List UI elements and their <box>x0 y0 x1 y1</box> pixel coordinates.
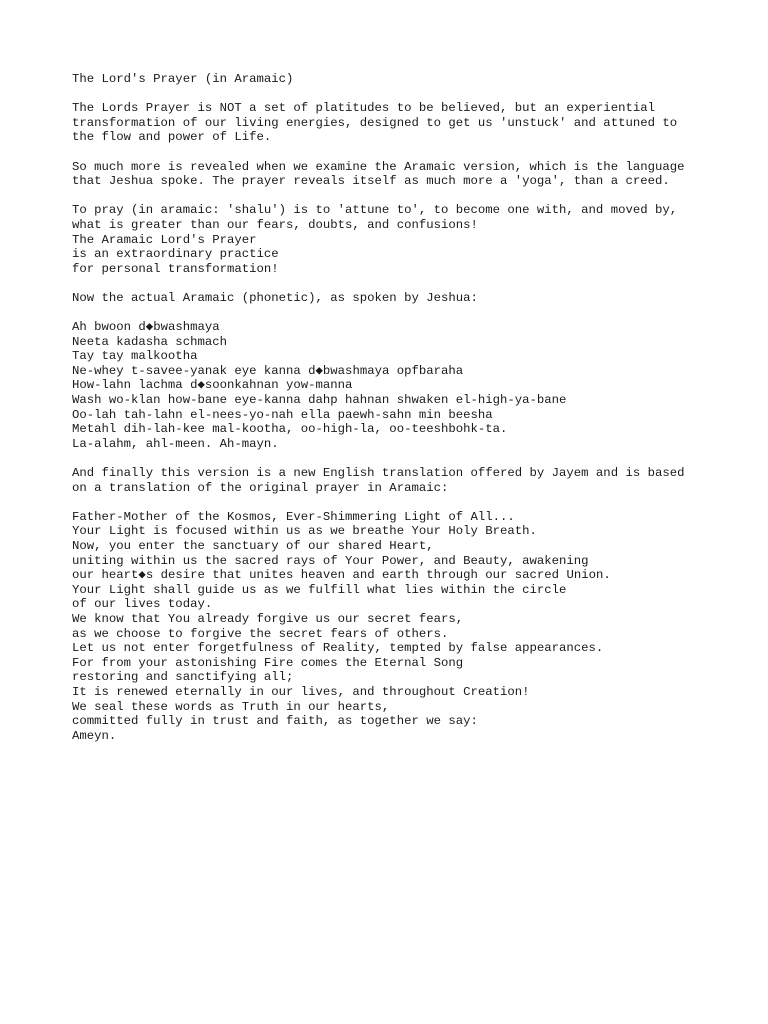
translation-intro <box>72 466 752 495</box>
text-line: So much more is revealed when we examine the Aramaic version, which is the language <box>72 159 685 174</box>
translation-line: Ameyn. <box>72 728 117 743</box>
translation-line: restoring and sanctifying all; <box>72 670 294 685</box>
text-line: The Aramaic Lord's Prayer <box>72 232 257 247</box>
translation-line: uniting within us the sacred rays of Your Power, and Beauty, awakening <box>72 553 589 568</box>
english-translation <box>72 510 752 744</box>
translation-line: committed fully in trust and faith, as together we say: <box>72 714 478 729</box>
text-line: is an extraordinary practice <box>72 247 279 262</box>
aramaic-line: How-lahn lachma d◆soonkahnan yow-manna <box>72 378 353 393</box>
document-title <box>72 72 752 87</box>
translation-line: We seal these words as Truth in our hearts, <box>72 699 390 714</box>
translation-line: Father-Mother of the Kosmos, Ever-Shimmering Light of All... <box>72 509 515 524</box>
aramaic-line: Ne-whey t-savee-yanak eye kanna d◆bwashmaya opfbaraha <box>72 363 464 378</box>
revealed-paragraph <box>72 160 752 189</box>
document-page <box>72 72 752 758</box>
translation-line: of our lives today. <box>72 597 213 612</box>
aramaic-line: Neeta kadasha schmach <box>72 334 227 349</box>
text-line: And finally this version is a new English translation offered by Jayem and is based <box>72 466 685 481</box>
aramaic-prayer <box>72 320 752 451</box>
translation-line: as we choose to forgive the secret fears of others. <box>72 626 449 641</box>
aramaic-line: Metahl dih-lah-kee mal-kootha, oo-high-la, oo-teeshbohk-ta. <box>72 422 508 437</box>
aramaic-line: Wash wo-klan how-bane eye-kanna dahp hahnan shwaken el-high-ya-bane <box>72 393 567 408</box>
title-line: The Lord's Prayer (in Aramaic) <box>72 72 294 86</box>
translation-line: our heart◆s desire that unites heaven and earth through our sacred Union. <box>72 568 611 583</box>
text-line: the flow and power of Life. <box>72 130 272 145</box>
aramaic-heading <box>72 291 752 306</box>
text-line: The Lords Prayer is NOT a set of platitudes to be believed, but an experiential <box>72 101 655 116</box>
text-line: To pray (in aramaic: 'shalu') is to 'attune to', to become one with, and moved by, <box>72 203 678 218</box>
to-pray-paragraph <box>72 203 752 276</box>
aramaic-line: Oo-lah tah-lahn el-nees-yo-nah ella paewh-sahn min beesha <box>72 407 493 422</box>
translation-line: It is renewed eternally in our lives, and throughout Creation! <box>72 684 530 699</box>
translation-line: We know that You already forgive us our secret fears, <box>72 611 464 626</box>
text-line: transformation of our living energies, designed to get us 'unstuck' and attuned to <box>72 115 678 130</box>
text-line: Now the actual Aramaic (phonetic), as spoken by Jeshua: <box>72 290 478 305</box>
translation-line: For from your astonishing Fire comes the Eternal Song <box>72 655 464 670</box>
text-line: that Jeshua spoke. The prayer reveals itself as much more a 'yoga', than a creed. <box>72 174 670 189</box>
aramaic-line: Ah bwoon d◆bwashmaya <box>72 320 220 335</box>
text-line: what is greater than our fears, doubts, and confusions! <box>72 217 478 232</box>
text-line: for personal transformation! <box>72 261 279 276</box>
translation-line: Your Light is focused within us as we breathe Your Holy Breath. <box>72 524 537 539</box>
translation-line: Let us not enter forgetfulness of Reality, tempted by false appearances. <box>72 641 604 656</box>
translation-line: Now, you enter the sanctuary of our shared Heart, <box>72 539 434 553</box>
translation-line: Your Light shall guide us as we fulfill what lies within the circle <box>72 582 567 597</box>
text-line: on a translation of the original prayer in Aramaic: <box>72 480 449 495</box>
aramaic-line: Tay tay malkootha <box>72 349 198 364</box>
intro-paragraph <box>72 101 752 145</box>
aramaic-line: La-alahm, ahl-meen. Ah-mayn. <box>72 436 279 451</box>
